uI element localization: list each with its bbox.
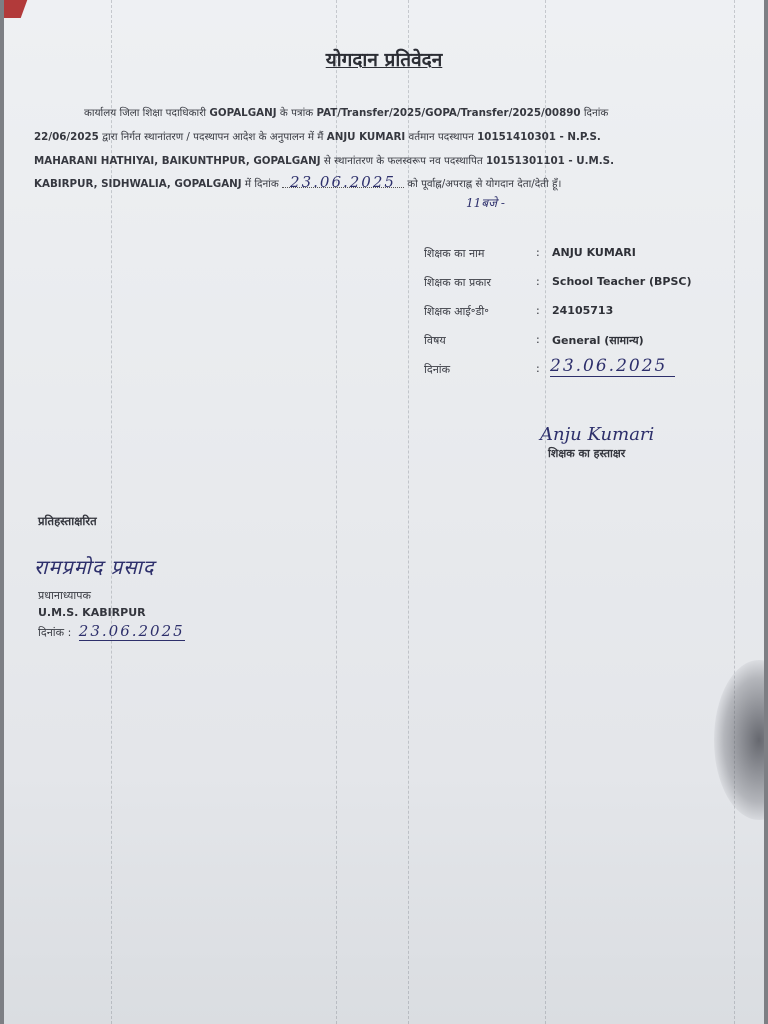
- statement-line-3: MAHARANI HATHIYAI, BAIKUNTHPUR, GOPALGANJ से स्थानांतरण के फलस्वरूप नव पदस्थापित 10151301101 - U.M.S.: [34, 155, 615, 167]
- headmaster-school: U.M.S. KABIRPUR: [38, 606, 146, 619]
- headmaster-signature: रामप्रमोद प्रसाद: [34, 555, 155, 579]
- headmaster-designation: प्रधानाध्यापक: [38, 589, 91, 602]
- statement-line-1: कार्यालय जिला शिक्षा पदाधिकारी GOPALGANJ के पत्रांक PAT/Transfer/2025/GOPA/Transfer/2025/00890 दिनांक: [84, 107, 609, 119]
- document-title: योगदान प्रतिवेदन: [325, 49, 443, 71]
- fold-line: [734, 0, 735, 1024]
- statement-line-4: KABIRPUR, SIDHWALIA, GOPALGANJ में दिनांक 23.06.2025 को पूर्वाह्न/अपराह्न से योगदान देता/देती हूँ।: [34, 173, 562, 191]
- detail-row-date: दिनांक : 23.06.2025: [424, 362, 724, 391]
- statement-line-2: 22/06/2025 द्वारा निर्गत स्थानांतरण / पदस्थापन आदेश के अनुपालन में मैं ANJU KUMARI वर्तमान पदस्थापन 10151410301 - N.P.S.: [34, 131, 601, 143]
- document-page: [4, 0, 764, 1024]
- handwritten-detail-date: 23.06.2025: [550, 356, 675, 377]
- headmaster-date-row: दिनांक : 23.06.2025: [38, 622, 185, 640]
- teacher-name-inline: ANJU KUMARI: [326, 131, 406, 143]
- detail-row-type: शिक्षक का प्रकार : School Teacher (BPSC): [424, 275, 692, 289]
- handwritten-headmaster-date: 23.06.2025: [78, 622, 185, 640]
- order-date: 22/06/2025: [34, 131, 99, 143]
- teacher-signature-label: शिक्षक का हस्ताक्षर: [548, 447, 626, 460]
- handwritten-joining-date: 23.06.2025: [282, 177, 404, 188]
- teacher-details: [424, 246, 724, 391]
- hand-shadow: [714, 660, 764, 820]
- red-folder-corner: [4, 0, 27, 18]
- handwritten-time-note: 11बजे -: [466, 196, 505, 210]
- detail-row-name: शिक्षक का नाम : ANJU KUMARI: [424, 246, 636, 260]
- teacher-signature: Anju Kumari: [540, 424, 655, 445]
- detail-row-id: शिक्षक आई॰डी॰ : 24105713: [424, 304, 614, 318]
- detail-row-subject: विषय : General (सामान्य): [424, 333, 644, 347]
- countersigned-label: प्रतिहस्ताक्षरित: [38, 514, 97, 528]
- order-reference: PAT/Transfer/2025/GOPA/Transfer/2025/00890: [316, 107, 581, 119]
